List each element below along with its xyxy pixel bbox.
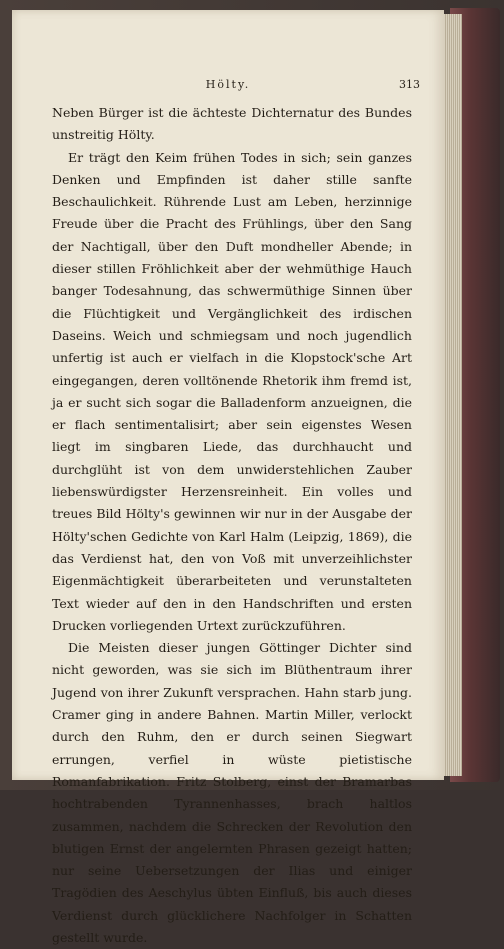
page-number: 313 [399,78,420,91]
paragraph-3: Die Meisten dieser jungen Göttinger Dichter sind nicht geworden, was sie sich im Blüthentraum ihrer Jugend von ihrer Zukunft versprachen. Hahn starb jung. Cramer ging in andere Bahnen. Martin Miller, verlockt durch den Ruhm, den er durch seinen Siegwart errungen, verfiel in wüste pietistische Romanfabrikation. Fritz Stolberg, einst der Bramarbas hochtrabenden Tyrannenhasses, brach haltlos zusammen, nachdem die Schrecken der Revolution den blutigen Ernst der angelernten Phrasen gezeigt hatten; nur seine Uebersetzungen der Ilias und einiger Tragödien des Aeschylus übten Einfluß, bis auch dieses Verdienst durch glücklichere Nachfolger in Schatten gestellt wurde. [52,640,412,945]
running-head-title: Hölty. [205,78,251,91]
paragraph-2: Er trägt den Keim frühen Todes in sich; sein ganzes Denken und Empfinden ist daher stille sanfte Beschaulichkeit. Rührende Lust am Leben, herzinnige Freude über die Pracht des Frühlings, über den Sang der Nachtigall, über den Duft mondheller Abende; in dieser stillen Fröhlichkeit aber der wehmüthige Hauch banger Todesahnung, das schwermüthige Sinnen über die Flüchtigkeit und Vergänglichkeit des irdischen Daseins. Weich und schmiegsam und noch jugendlich unfertig ist auch er vielfach in die Klopstock'sche Art eingegangen, deren volltönende Rhetorik ihm fremd ist, ja er sucht sich sogar die Balladenform anzueignen, die er flach sentimentalisirt; aber sein eigenstes Wesen liegt im singbaren Liede, das durchhaucht und durchglüht ist von dem unwiderstehlichen Zauber liebenswürdigster Herzensreinheit. Ein volles und treues Bild Hölty's gewinnen wir nur in der Ausgabe der Hölty'schen Gedichte von Karl Halm (Leipzig, 1869), die das Verdienst hat, den von Voß mit unverzeihlichster Eigenmächtigkeit überarbeiteten und verunstalteten Text wieder auf den in den Handschriften und ersten Drucken vorliegenden Urtext zurückzuführen. [52,149,412,633]
body-text [52,102,412,949]
running-head [32,78,424,96]
paragraph-1: Neben Bürger ist die ächteste Dichternatur des Bundes unstreitig Hölty. [52,105,412,143]
book-page [12,10,444,945]
